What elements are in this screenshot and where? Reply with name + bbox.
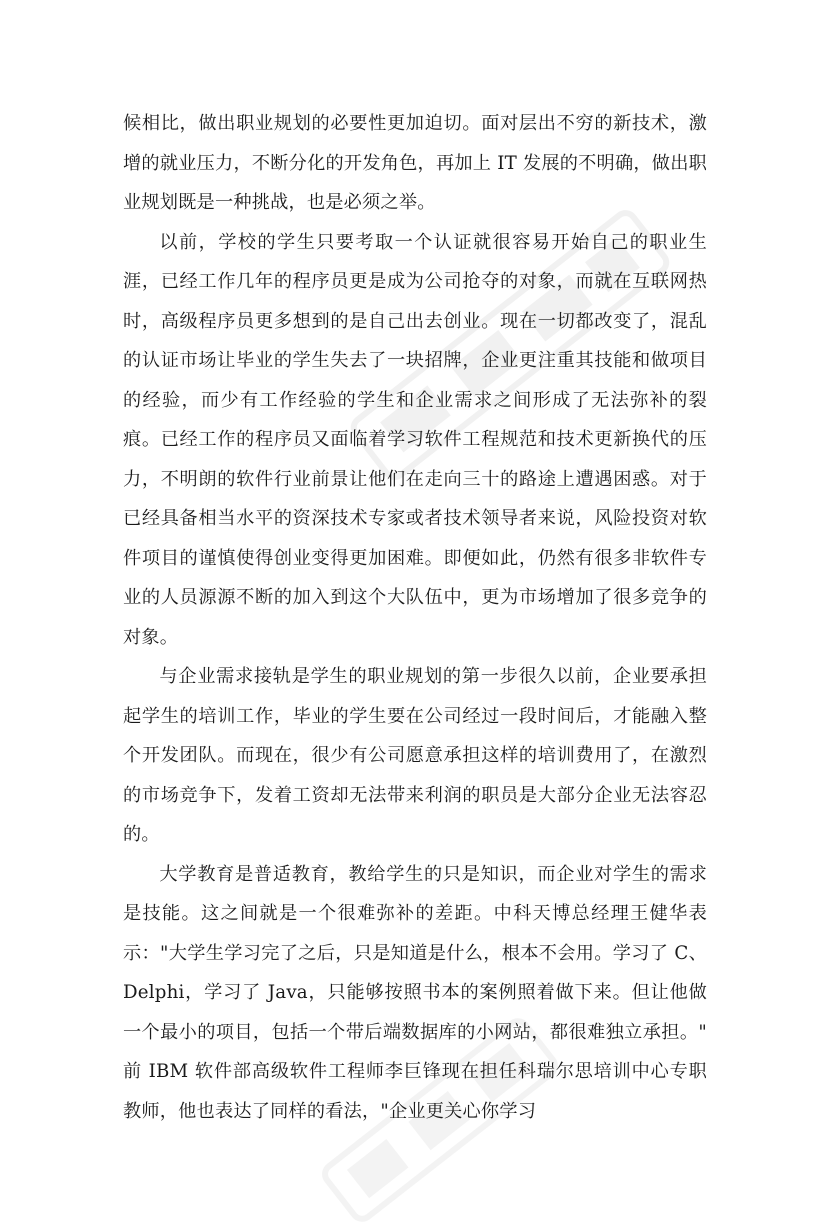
paragraph-4: 大学教育是普适教育，教给学生的只是知识，而企业对学生的需求是技能。这之间就是一个很难弥补的差距。中科天博总经理王健华表示："大学生学习完了之后，只是知道是什么，根本不会用。学习了 C、Delphi，学习了 Java，只能够按照书本的案例照着做下来。但让他做一个最小的项目，包括一个带后端数据库的小网站，都很难独立承担。" 前 IBM 软件部高级软件工程师李巨锋现在担任科瑞尔思培训中心专职教师，他也表达了同样的看法，"企业更关心你学习: [123, 863, 707, 1122]
paragraph-3: 与企业需求接轨是学生的职业规划的第一步很久以前，企业要承担起学生的培训工作，毕业的学生要在公司经过一段时间后，才能融入整个开发团队。而现在，很少有公司愿意承担这样的培训费用了，在激烈的市场竞争下，发着工资却无法带来利润的职员是大部分企业无法容忍的。: [123, 666, 707, 845]
paragraph-1: 候相比，做出职业规划的必要性更加迫切。面对层出不穷的新技术，激增的就业压力，不断分化的开发角色，再加上 IT 发展的不明确，做出职业规划既是一种挑战，也是必须之举。: [123, 113, 707, 213]
document-body: [123, 104, 707, 1131]
paragraph-2: 以前，学校的学生只要考取一个认证就很容易开始自己的职业生涯，已经工作几年的程序员更是成为公司抢夺的对象，而就在互联网热时，高级程序员更多想到的是自己出去创业。现在一切都改变了，混乱的认证市场让毕业的学生失去了一块招牌，企业更注重其技能和做项目的经验，而少有工作经验的学生和企业需求之间形成了无法弥补的裂痕。已经工作的程序员又面临着学习软件工程规范和技术更新换代的压力，不明朗的软件行业前景让他们在走向三十的路途上遭遇困惑。对于已经具备相当水平的资深技术专家或者技术领导者来说，风险投资对软件项目的谨慎使得创业变得更加困难。即便如此，仍然有很多非软件专业的人员源源不断的加入到这个大队伍中，更为市场增加了很多竞争的对象。: [123, 231, 707, 648]
